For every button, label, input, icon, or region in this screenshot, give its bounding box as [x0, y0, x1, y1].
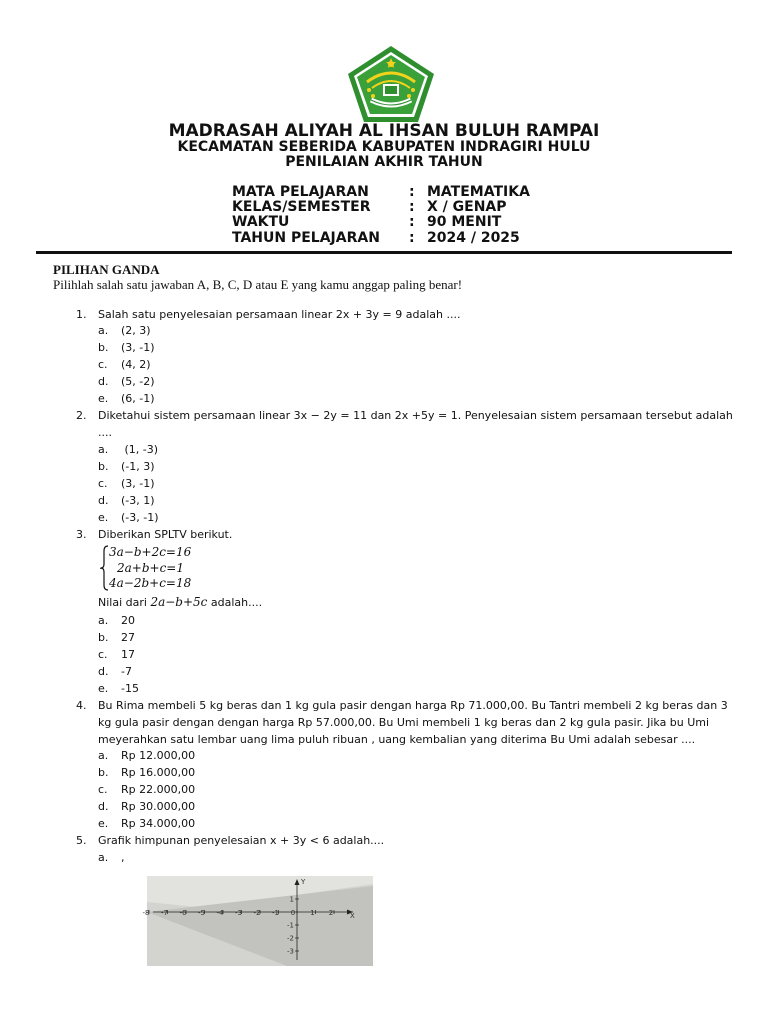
x-tick-label: 1 — [310, 909, 315, 917]
question-number: 5. — [76, 834, 87, 847]
question-text: kg gula pasir dengan dengan harga Rp 57.000,00. Bu Umi membeli 1 kg beras dan 2 kg gula pasir. Jika bu Umi — [98, 716, 710, 729]
option-letter: a. — [98, 614, 109, 627]
question-text: Bu Rima membeli 5 kg beras dan 1 kg gula pasir dengan harga Rp 71.000,00. Bu Tantri membeli 2 kg beras dan 3 — [98, 699, 728, 712]
option-letter: c. — [98, 358, 108, 371]
question-text: Diketahui sistem persamaan linear 3x − 2y = 11 dan 2x +5y = 1. Penyelesaian sistem persamaan tersebut adalah — [98, 409, 733, 422]
option-text: (2, 3) — [121, 324, 151, 337]
school-logo — [345, 44, 437, 124]
option-text: Rp 16.000,00 — [121, 766, 196, 779]
option-text: (6, -1) — [121, 392, 155, 405]
option-text: -15 — [121, 682, 139, 695]
question-number: 3. — [76, 528, 87, 541]
option-text: (-3, -1) — [121, 511, 159, 524]
exam-name: PENILAIAN AKHIR TAHUN — [285, 154, 483, 170]
y-tick-label: 1 — [289, 895, 294, 904]
meta-separator: : — [409, 199, 415, 215]
x-tick-label: -6 — [179, 909, 187, 917]
option-text: Rp 30.000,00 — [121, 800, 196, 813]
graph-svg — [142, 876, 373, 966]
option-letter: d. — [98, 800, 109, 813]
meta-separator: : — [409, 184, 415, 200]
option-text: (5, -2) — [121, 375, 155, 388]
option-letter: c. — [98, 477, 108, 490]
option-letter: b. — [98, 766, 109, 779]
option-letter: b. — [98, 631, 109, 644]
meta-value: MATEMATIKA — [427, 184, 530, 200]
meta-separator: : — [409, 214, 415, 230]
y-tick-label: -2 — [287, 934, 294, 943]
question-text: meyerahkan satu lembar uang lima puluh ribuan , uang kembalian yang diterima Bu Umi adalah sebesar .... — [98, 733, 696, 746]
option-letter: c. — [98, 648, 108, 661]
y-tick-label: -3 — [287, 947, 294, 956]
option-letter: b. — [98, 460, 109, 473]
option-text: (-1, 3) — [121, 460, 155, 473]
option-text: (3, -1) — [121, 477, 155, 490]
meta-label: WAKTU — [232, 214, 290, 230]
section-title: PILIHAN GANDA — [53, 262, 160, 277]
question-number: 1. — [76, 308, 87, 321]
meta-value: 2024 / 2025 — [427, 230, 520, 246]
question-text: .... — [98, 426, 112, 439]
y-tick-label: -1 — [287, 921, 294, 930]
header-divider — [36, 251, 732, 254]
option-text: -7 — [121, 665, 132, 678]
option-letter: e. — [98, 817, 109, 830]
option-text: (4, 2) — [121, 358, 151, 371]
ask-prefix: Nilai dari — [98, 596, 151, 609]
meta-value: X / GENAP — [427, 199, 507, 215]
meta-separator: : — [409, 230, 415, 246]
x-tick-label: -2 — [253, 909, 261, 917]
system-prefix: . — [99, 559, 103, 572]
x-axis-label: X — [350, 912, 355, 920]
x-tick-label: -4 — [216, 909, 224, 917]
ask-expression: 2a−b+5c — [150, 595, 208, 609]
question-number: 2. — [76, 409, 87, 422]
option-text: Rp 12.000,00 — [121, 749, 196, 762]
meta-label: TAHUN PELAJARAN — [232, 230, 380, 246]
option-text: Rp 34.000,00 — [121, 817, 196, 830]
kemenag-emblem-icon — [345, 44, 437, 124]
section-instruction: Pilihlah salah satu jawaban A, B, C, D atau E yang kamu anggap paling benar! — [53, 277, 463, 292]
option-text: 17 — [121, 648, 135, 661]
x-tick-label: 2 — [328, 909, 334, 917]
option-letter: a. — [98, 851, 109, 864]
x-tick-label: -1 — [272, 909, 279, 917]
question-number: 4. — [76, 699, 87, 712]
option-letter: a. — [98, 749, 109, 762]
option-letter: c. — [98, 783, 108, 796]
option-letter: d. — [98, 494, 109, 507]
x-tick-label: -3 — [235, 909, 242, 917]
option-letter: e. — [98, 392, 109, 405]
y-axis-label: Y — [301, 878, 306, 886]
question-text: Salah satu penyelesaian persamaan linear 2x + 3y = 9 adalah .... — [98, 308, 461, 321]
answer-graph-image — [142, 876, 373, 966]
meta-value: 90 MENIT — [427, 214, 502, 230]
school-name: MADRASAH ALIYAH AL IHSAN BULUH RAMPAI — [168, 121, 600, 141]
ask-suffix: adalah.... — [207, 596, 263, 609]
question-ask — [98, 594, 262, 611]
option-text: (1, -3) — [121, 443, 159, 456]
option-letter: b. — [98, 341, 109, 354]
meta-label: KELAS/SEMESTER — [232, 199, 371, 215]
x-tick-label: -5 — [198, 909, 205, 917]
question-text: Grafik himpunan penyelesaian x + 3y < 6 adalah.... — [98, 834, 385, 847]
option-text: 27 — [121, 631, 135, 644]
x-tick-label: 0 — [290, 909, 296, 917]
option-text: , — [121, 851, 125, 864]
option-letter: d. — [98, 665, 109, 678]
option-text: 20 — [121, 614, 135, 627]
equation-line: 3a−b+2c=16 — [109, 545, 192, 559]
option-letter: e. — [98, 682, 109, 695]
option-text: (-3, 1) — [121, 494, 155, 507]
equation-line: 2a+b+c=1 — [117, 561, 184, 575]
question-text: Diberikan SPLTV berikut. — [98, 528, 233, 541]
option-letter: a. — [98, 443, 109, 456]
district-name: KECAMATAN SEBERIDA KABUPATEN INDRAGIRI HULU — [177, 139, 591, 155]
option-text: Rp 22.000,00 — [121, 783, 196, 796]
meta-label: MATA PELAJARAN — [232, 184, 369, 200]
option-letter: e. — [98, 511, 109, 524]
equation-line: 4a−2b+c=18 — [109, 576, 192, 590]
x-tick-label: -8 — [142, 909, 150, 917]
option-text: (3, -1) — [121, 341, 155, 354]
x-tick-label: -7 — [161, 909, 168, 917]
option-letter: d. — [98, 375, 109, 388]
option-letter: a. — [98, 324, 109, 337]
